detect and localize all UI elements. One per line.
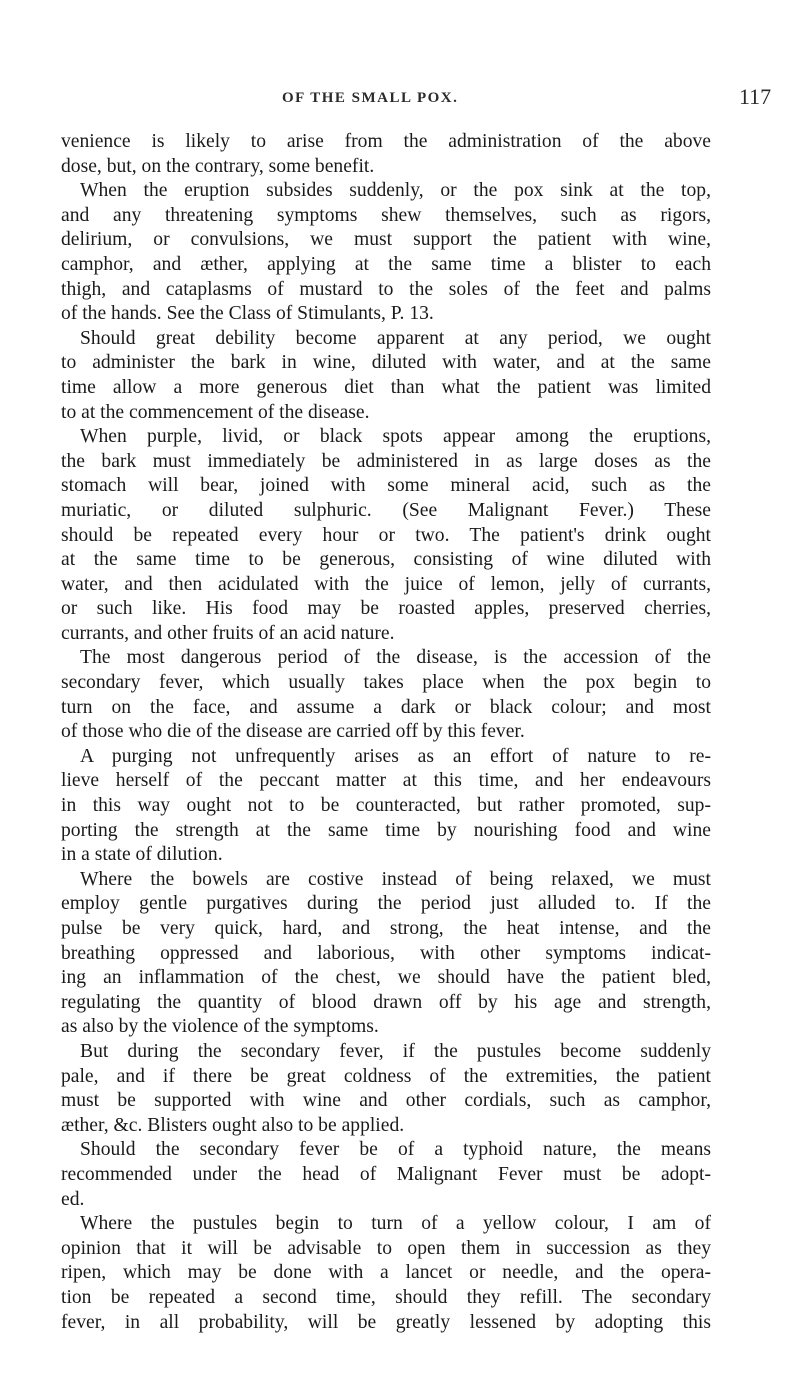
text-line: Should the secondary fever be of a typhoid nature, the means (80, 1139, 711, 1161)
text-line: breathing oppressed and laborious, with other symptoms indicat- (61, 942, 711, 964)
text-line: ed. (61, 1188, 85, 1210)
text-line: fever, in all probability, will be greatly lessened by adopting this (61, 1311, 711, 1333)
text-line: the bark must immediately be administered in as large doses as the (61, 450, 711, 472)
text-line: or such like. His food may be roasted apples, preserved cherries, (61, 598, 711, 620)
text-line: pulse be very quick, hard, and strong, the heat intense, and the (61, 918, 711, 939)
text-line: to at the commencement of the disease. (61, 401, 370, 423)
text-line: Where the bowels are costive instead of being relaxed, we must (80, 868, 711, 890)
text-line: water, and then acidulated with the juice of lemon, jelly of currants, (61, 573, 711, 595)
text-line: in a state of dilution. (61, 844, 223, 866)
text-line: in this way ought not to be counteracted, but rather promoted, sup- (61, 795, 711, 817)
text-line: employ gentle purgatives during the period just alluded to. If the (61, 893, 711, 915)
text-line: must be supported with wine and other cordials, such as camphor, (61, 1090, 711, 1112)
text-line: When purple, livid, or black spots appear among the eruptions, (80, 426, 711, 448)
text-line: The most dangerous period of the disease, is the accession of the (80, 647, 711, 669)
running-head (0, 84, 800, 114)
text-line: dose, but, on the contrary, some benefit. (61, 155, 375, 177)
body-text (61, 130, 711, 1335)
text-line: ing an inflammation of the chest, we should have the patient bled, (61, 967, 711, 989)
text-line: æther, &c. Blisters ought also to be applied. (61, 1114, 405, 1136)
text-line: Should great debility become apparent at any period, we ought (80, 327, 711, 349)
text-line: and any threatening symptoms shew themselves, such as rigors, (61, 204, 711, 226)
text-line: time allow a more generous diet than what the patient was limited (61, 376, 711, 398)
text-line: thigh, and cataplasms of mustard to the soles of the feet and palms (61, 278, 711, 300)
text-line: Where the pustules begin to turn of a yellow colour, I am of (80, 1213, 711, 1235)
page-number: 117 (739, 84, 772, 109)
text-line: venience is likely to arise from the administration of the above (61, 131, 711, 152)
text-line: secondary fever, which usually takes place when the pox begin to (61, 672, 711, 694)
text-line: delirium, or convulsions, we must support the patient with wine, (61, 229, 711, 251)
text-line: to administer the bark in wine, diluted with water, and at the same (61, 352, 711, 374)
text-line: A purging not unfrequently arises as an effort of nature to re- (80, 745, 711, 767)
text-line: recommended under the head of Malignant Fever must be adopt- (61, 1163, 711, 1185)
running-head-title: OF THE SMALL POX. (282, 90, 459, 106)
text-line: But during the secondary fever, if the pustules become suddenly (80, 1040, 711, 1062)
text-line: When the eruption subsides suddenly, or the pox sink at the top, (80, 180, 711, 202)
text-line: pale, and if there be great coldness of the extremities, the patient (61, 1065, 711, 1087)
text-line: currants, and other fruits of an acid nature. (61, 622, 395, 644)
text-line: stomach will bear, joined with some mineral acid, such as the (61, 475, 711, 497)
text-line: porting the strength at the same time by nourishing food and wine (61, 819, 711, 841)
text-line: of the hands. See the Class of Stimulants, P. 13. (61, 303, 434, 325)
text-line: lieve herself of the peccant matter at this time, and her endeavours (61, 770, 711, 792)
text-line: tion be repeated a second time, should they refill. The secondary (61, 1286, 711, 1308)
text-line: at the same time to be generous, consisting of wine diluted with (61, 549, 711, 571)
text-line: ripen, which may be done with a lancet or needle, and the opera- (61, 1262, 711, 1284)
text-line: camphor, and æther, applying at the same time a blister to each (61, 253, 711, 275)
text-line: as also by the violence of the symptoms. (61, 1016, 379, 1038)
text-line: turn on the face, and assume a dark or black colour; and most (61, 696, 711, 718)
text-line: opinion that it will be advisable to open them in succession as they (61, 1237, 711, 1259)
text-line: of those who die of the disease are carried off by this fever. (61, 721, 525, 743)
text-line: muriatic, or diluted sulphuric. (See Malignant Fever.) These (61, 499, 711, 521)
text-line: should be repeated every hour or two. The patient's drink ought (61, 524, 711, 546)
text-line: regulating the quantity of blood drawn off by his age and strength, (61, 991, 711, 1013)
